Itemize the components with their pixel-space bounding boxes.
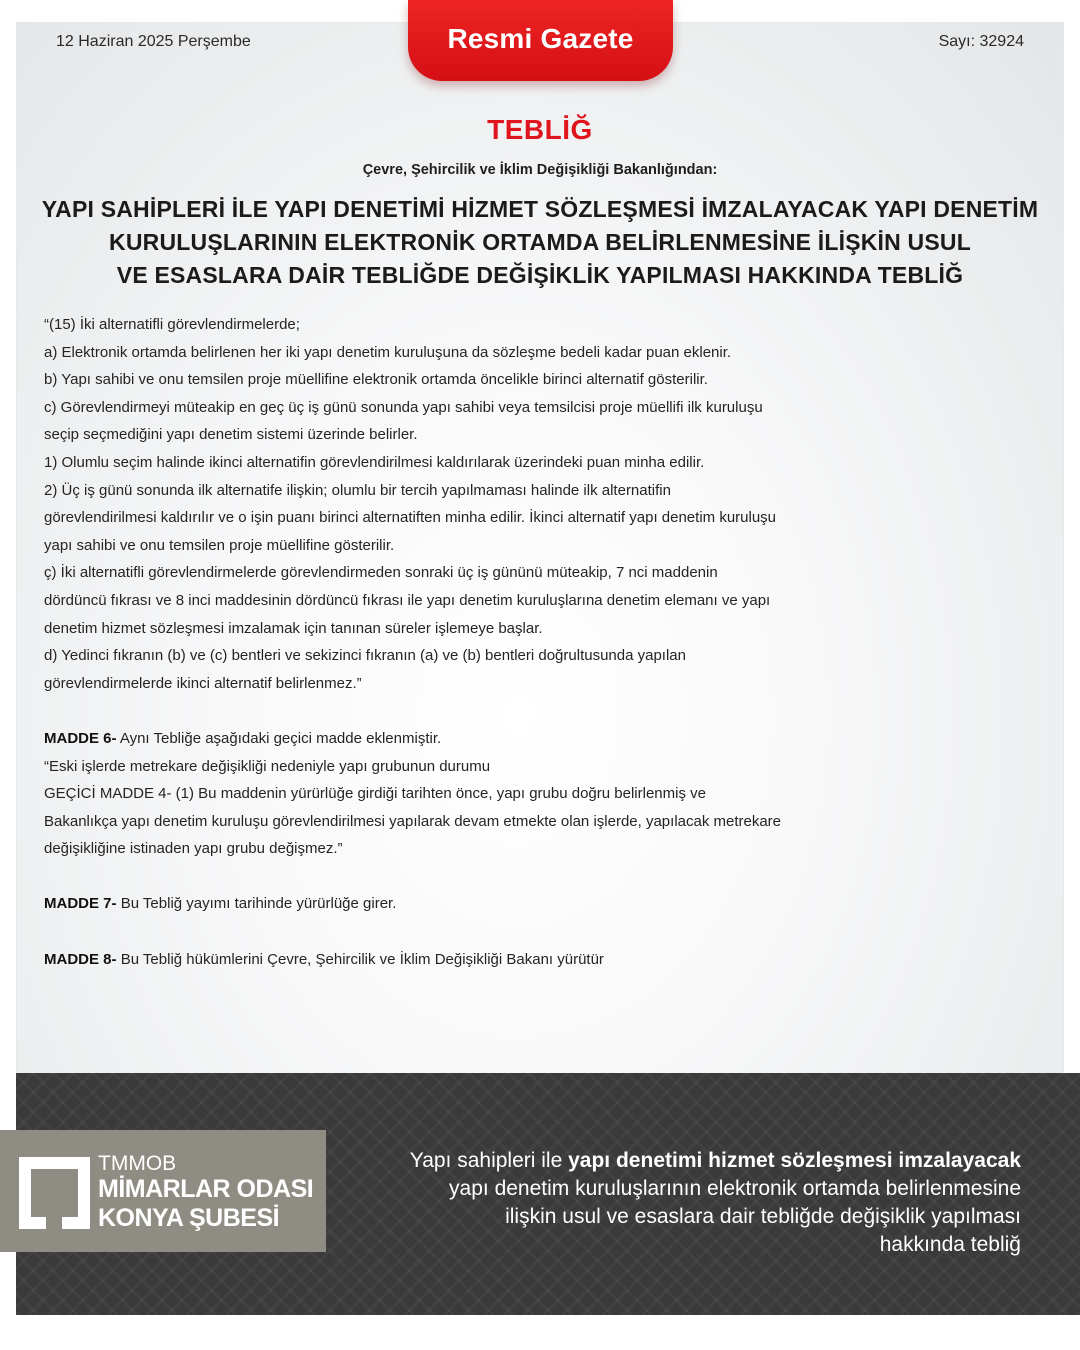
- body-line: denetim hizmet sözleşmesi imzalamak için tanınan süreler işlemeye başlar.: [44, 619, 543, 637]
- body-line: görevlendirilmesi kaldırılır ve o işin puanı birinci alternatiften minha edilir. İkinci alternatif yapı denetim kuruluşu: [44, 509, 777, 527]
- body-line: “(15) İki alternatifli görevlendirmelerde;: [44, 316, 300, 333]
- caption-prefix: Yapı sahipleri ile: [409, 1149, 569, 1172]
- document-body: [44, 311, 944, 973]
- issuer: Çevre, Şehircilik ve İklim Değişikliği Bakanlığından:: [362, 162, 718, 178]
- body-line: görevlendirmelerde ikinci alternatif belirlenmez.”: [44, 674, 362, 692]
- footer-caption: [321, 1147, 1021, 1259]
- caption-line: hakkında tebliğ: [879, 1233, 1021, 1256]
- issue-number: Sayı: 32924: [938, 33, 1024, 50]
- body-line: GEÇİCİ MADDE 4- (1) Bu maddenin yürürlüğe girdiği tarihten önce, yapı grubu doğru belirlenmiş ve: [44, 785, 706, 803]
- body-line: dördüncü fıkrası ve 8 inci maddesinin dördüncü fıkrası ile yapı denetim kuruluşlarına denetim elemanı ve yapı: [44, 591, 771, 609]
- caption-line: yapı denetim kuruluşlarının elektronik ortamda belirlenmesine: [449, 1177, 1021, 1200]
- publication-date: 12 Haziran 2025 Perşembe: [56, 33, 251, 50]
- article-text: Bu Tebliğ yayımı tarihinde yürürlüğe girer.: [120, 895, 397, 913]
- body-line: “Eski işlerde metrekare değişikliği nedeniyle yapı grubunun durumu: [44, 757, 491, 775]
- body-line: d) Yedinci fıkranın (b) ve (c) bentleri ve sekizinci fıkranın (a) ve (b) bentleri doğrultusunda yapılan: [44, 647, 686, 665]
- logo-line-3: KONYA ŞUBESİ: [98, 1204, 280, 1232]
- body-line: seçip seçmediğini yapı denetim sistemi üzerinde belirler.: [44, 426, 418, 444]
- body-line: 1) Olumlu seçim halinde ikinci alternatifin görevlendirilmesi kaldırılarak üzerindeki puan minha edilir.: [44, 453, 705, 471]
- document-title: [20, 193, 1060, 292]
- article-7: [44, 890, 944, 918]
- article-text: Bu Tebliğ hükümlerini Çevre, Şehircilik ve İklim Değişikliği Bakanı yürütür: [120, 950, 604, 968]
- caption-line: ilişkin usul ve esaslara dair tebliğde değişiklik yapılması: [505, 1205, 1021, 1228]
- gazette-name: Resmi Gazete: [447, 22, 634, 54]
- article-label: MADDE 6-: [44, 729, 117, 747]
- document-type: TEBLİĞ: [487, 114, 593, 145]
- gazette-tab: [408, 0, 673, 81]
- logo-line-2: MİMARLAR ODASI: [98, 1175, 314, 1203]
- title-line: YAPI SAHİPLERİ İLE YAPI DENETİMİ HİZMET SÖZLEŞMESİ İMZALAYACAK YAPI DENETİM: [41, 196, 1039, 222]
- article-6: [44, 725, 944, 753]
- architect-chamber-logo-icon: [19, 1157, 90, 1229]
- body-line: c) Görevlendirmeyi müteakip en geç üç iş günü sonunda yapı sahibi veya temsilcisi proje müellifi ilk kuruluşu: [44, 398, 763, 416]
- logo-text: [98, 1152, 313, 1233]
- body-line: değişikliğine istinaden yapı grubu değişmez.”: [44, 840, 343, 858]
- article-text: Aynı Tebliğe aşağıdaki geçici madde eklenmiştir.: [119, 729, 442, 747]
- body-line: b) Yapı sahibi ve onu temsilen proje müellifine elektronik ortamda öncelikle birinci alternatif gösterilir.: [44, 371, 708, 389]
- logo-line-1: TMMOB: [98, 1152, 177, 1175]
- body-line: ç) İki alternatifli görevlendirmelerde görevlendirmeden sonraki üç iş gününü müteakip, 7 nci maddenin: [44, 564, 718, 582]
- article-8: [44, 946, 944, 974]
- article-label: MADDE 8-: [44, 950, 117, 968]
- caption-line: [321, 1147, 1021, 1175]
- body-line: yapı sahibi ve onu temsilen proje müellifine gösterilir.: [44, 536, 395, 554]
- organization-logo: [0, 1130, 326, 1252]
- body-line: 2) Üç iş günü sonunda ilk alternatife ilişkin; olumlu bir tercih yapılmaması halinde ilk alternatifin: [44, 481, 671, 499]
- title-line: VE ESASLARA DAİR TEBLİĞDE DEĞİŞİKLİK YAPILMASI HAKKINDA TEBLİĞ: [116, 262, 964, 288]
- title-line: KURULUŞLARININ ELEKTRONİK ORTAMDA BELİRLENMESİNE İLİŞKİN USUL: [109, 229, 971, 255]
- body-line: a) Elektronik ortamda belirlenen her iki yapı denetim kuruluşuna da sözleşme bedeli kadar puan eklenir.: [44, 343, 732, 361]
- article-label: MADDE 7-: [44, 895, 117, 913]
- body-line: Bakanlıkça yapı denetim kuruluşu görevlendirilmesi yapılarak devam etmekte olan işlerde, yapılacak metrekare: [44, 812, 782, 830]
- caption-bold: yapı denetimi hizmet sözleşmesi imzalayacak: [568, 1149, 1021, 1172]
